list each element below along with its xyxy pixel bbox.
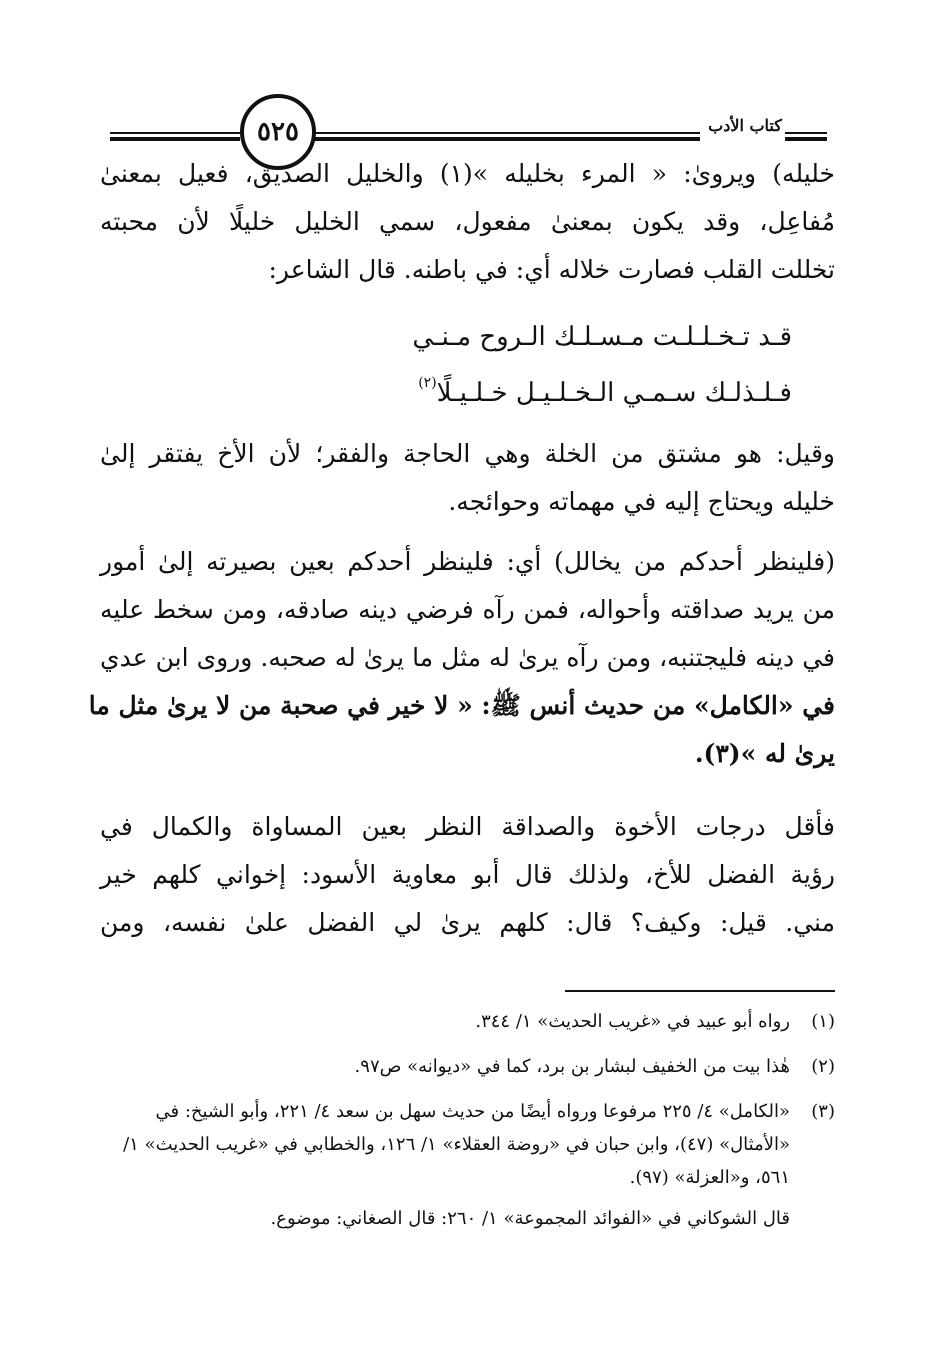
body-paragraph-4	[100, 803, 835, 947]
page-number: ٥٢٥	[257, 117, 299, 147]
footnote-number: (٢)	[811, 1056, 835, 1077]
text-line: مُفاعِل، وقد يكون بمعنىٰ مفعول، سمي الخليل خليلًا لأن محبته	[100, 207, 835, 236]
verse-line-1: قـد تـخـلـلـت مـسـلـك الـروح مـنـي	[412, 322, 792, 352]
header-rule	[785, 137, 827, 141]
text-line: من يريد صداقته وأحواله، فمن رآه فرضي دينه صادقه، ومن سخط عليه	[100, 595, 835, 624]
header-rule	[110, 137, 240, 141]
text-line: (فلينظر أحدكم من يخالل) أي: فلينظر أحدكم بعين بصيرته إلىٰ أمور	[100, 547, 835, 576]
footnote-number: (١)	[811, 1011, 835, 1032]
footnote-2	[100, 1050, 835, 1083]
footnote-3	[100, 1095, 835, 1194]
text-line: تخللت القلب فصارت خلاله أي: في باطنه. قال الشاعر:	[268, 255, 835, 284]
text-line: مني. قيل: وكيف؟ قال: كلهم يرىٰ لي الفضل علىٰ نفسه، ومن	[100, 908, 835, 937]
footnotes	[100, 1005, 835, 1235]
text-line: خليله) ويروىٰ: « المرء بخليله »(١) والخليل الصديق، فعيل بمعنىٰ	[100, 159, 835, 188]
header-rule	[110, 132, 240, 134]
header-rule	[315, 137, 700, 141]
verse-line-2	[418, 375, 792, 408]
footnote-ref[interactable]: (٢)	[418, 375, 437, 391]
body-paragraph-3	[88, 538, 835, 778]
body-paragraph-2	[100, 430, 835, 526]
header-rule	[785, 132, 827, 134]
footnote-text: «الكامل» ٤/ ٢٢٥ مرفوعا ورواه أيضًا من حديث سهل بن سعد ٤/ ٢٢١، وأبو الشيخ: في «الأمثال» (٤٧)، وابن حبان في «روضة العقلاء» ١/ ١٢٦، والخطابي في «غريب الحديث» ١/ ٥٦١، و«العزلة» (٩٧).	[123, 1101, 790, 1188]
footnote-1	[100, 1005, 835, 1038]
text-line: يرىٰ له »(٣).	[694, 739, 835, 768]
footnote-3-continuation: قال الشوكاني في «الفوائد المجموعة» ١/ ٢٦٠: قال الصغاني: موضوع.	[270, 1208, 790, 1229]
header-rule	[315, 132, 700, 134]
text-line: وقيل: هو مشتق من الخلة وهي الحاجة والفقر؛ لأن الأخ يفتقر إلىٰ	[100, 439, 835, 468]
text-line: فأقل درجات الأخوة والصداقة النظر بعين المساواة والكمال في	[100, 812, 835, 841]
footnote-text: رواه أبو عبيد في «غريب الحديث» ١/ ٣٤٤.	[475, 1011, 790, 1032]
text-line: خليله ويحتاج إليه في مهماته وحوائجه.	[448, 487, 835, 516]
verse-text: فـلـذلـك سـمـي الـخـلـيـل خـلـيـلًا	[436, 378, 792, 408]
text-line: رؤية الفضل للأخ، ولذلك قال أبو معاوية الأسود: إخواني كلهم خير	[100, 860, 835, 889]
footnote-separator	[565, 990, 835, 992]
text-line: في دينه فليجتنبه، ومن رآه يرىٰ له مثل ما يرىٰ له صحبه. وروى ابن عدي	[100, 643, 835, 672]
footnote-number: (٣)	[811, 1101, 835, 1122]
body-paragraph-1	[100, 150, 835, 294]
footnote-text: هٰذا بيت من الخفيف لبشار بن برد، كما في «ديوانه» ص٩٧.	[354, 1056, 790, 1077]
running-title: كتاب الأدب	[708, 116, 782, 135]
text-line: في «الكامل» من حديث أنس ﷺ: « لا خير في صحبة من لا يرىٰ مثل ما	[88, 691, 835, 720]
